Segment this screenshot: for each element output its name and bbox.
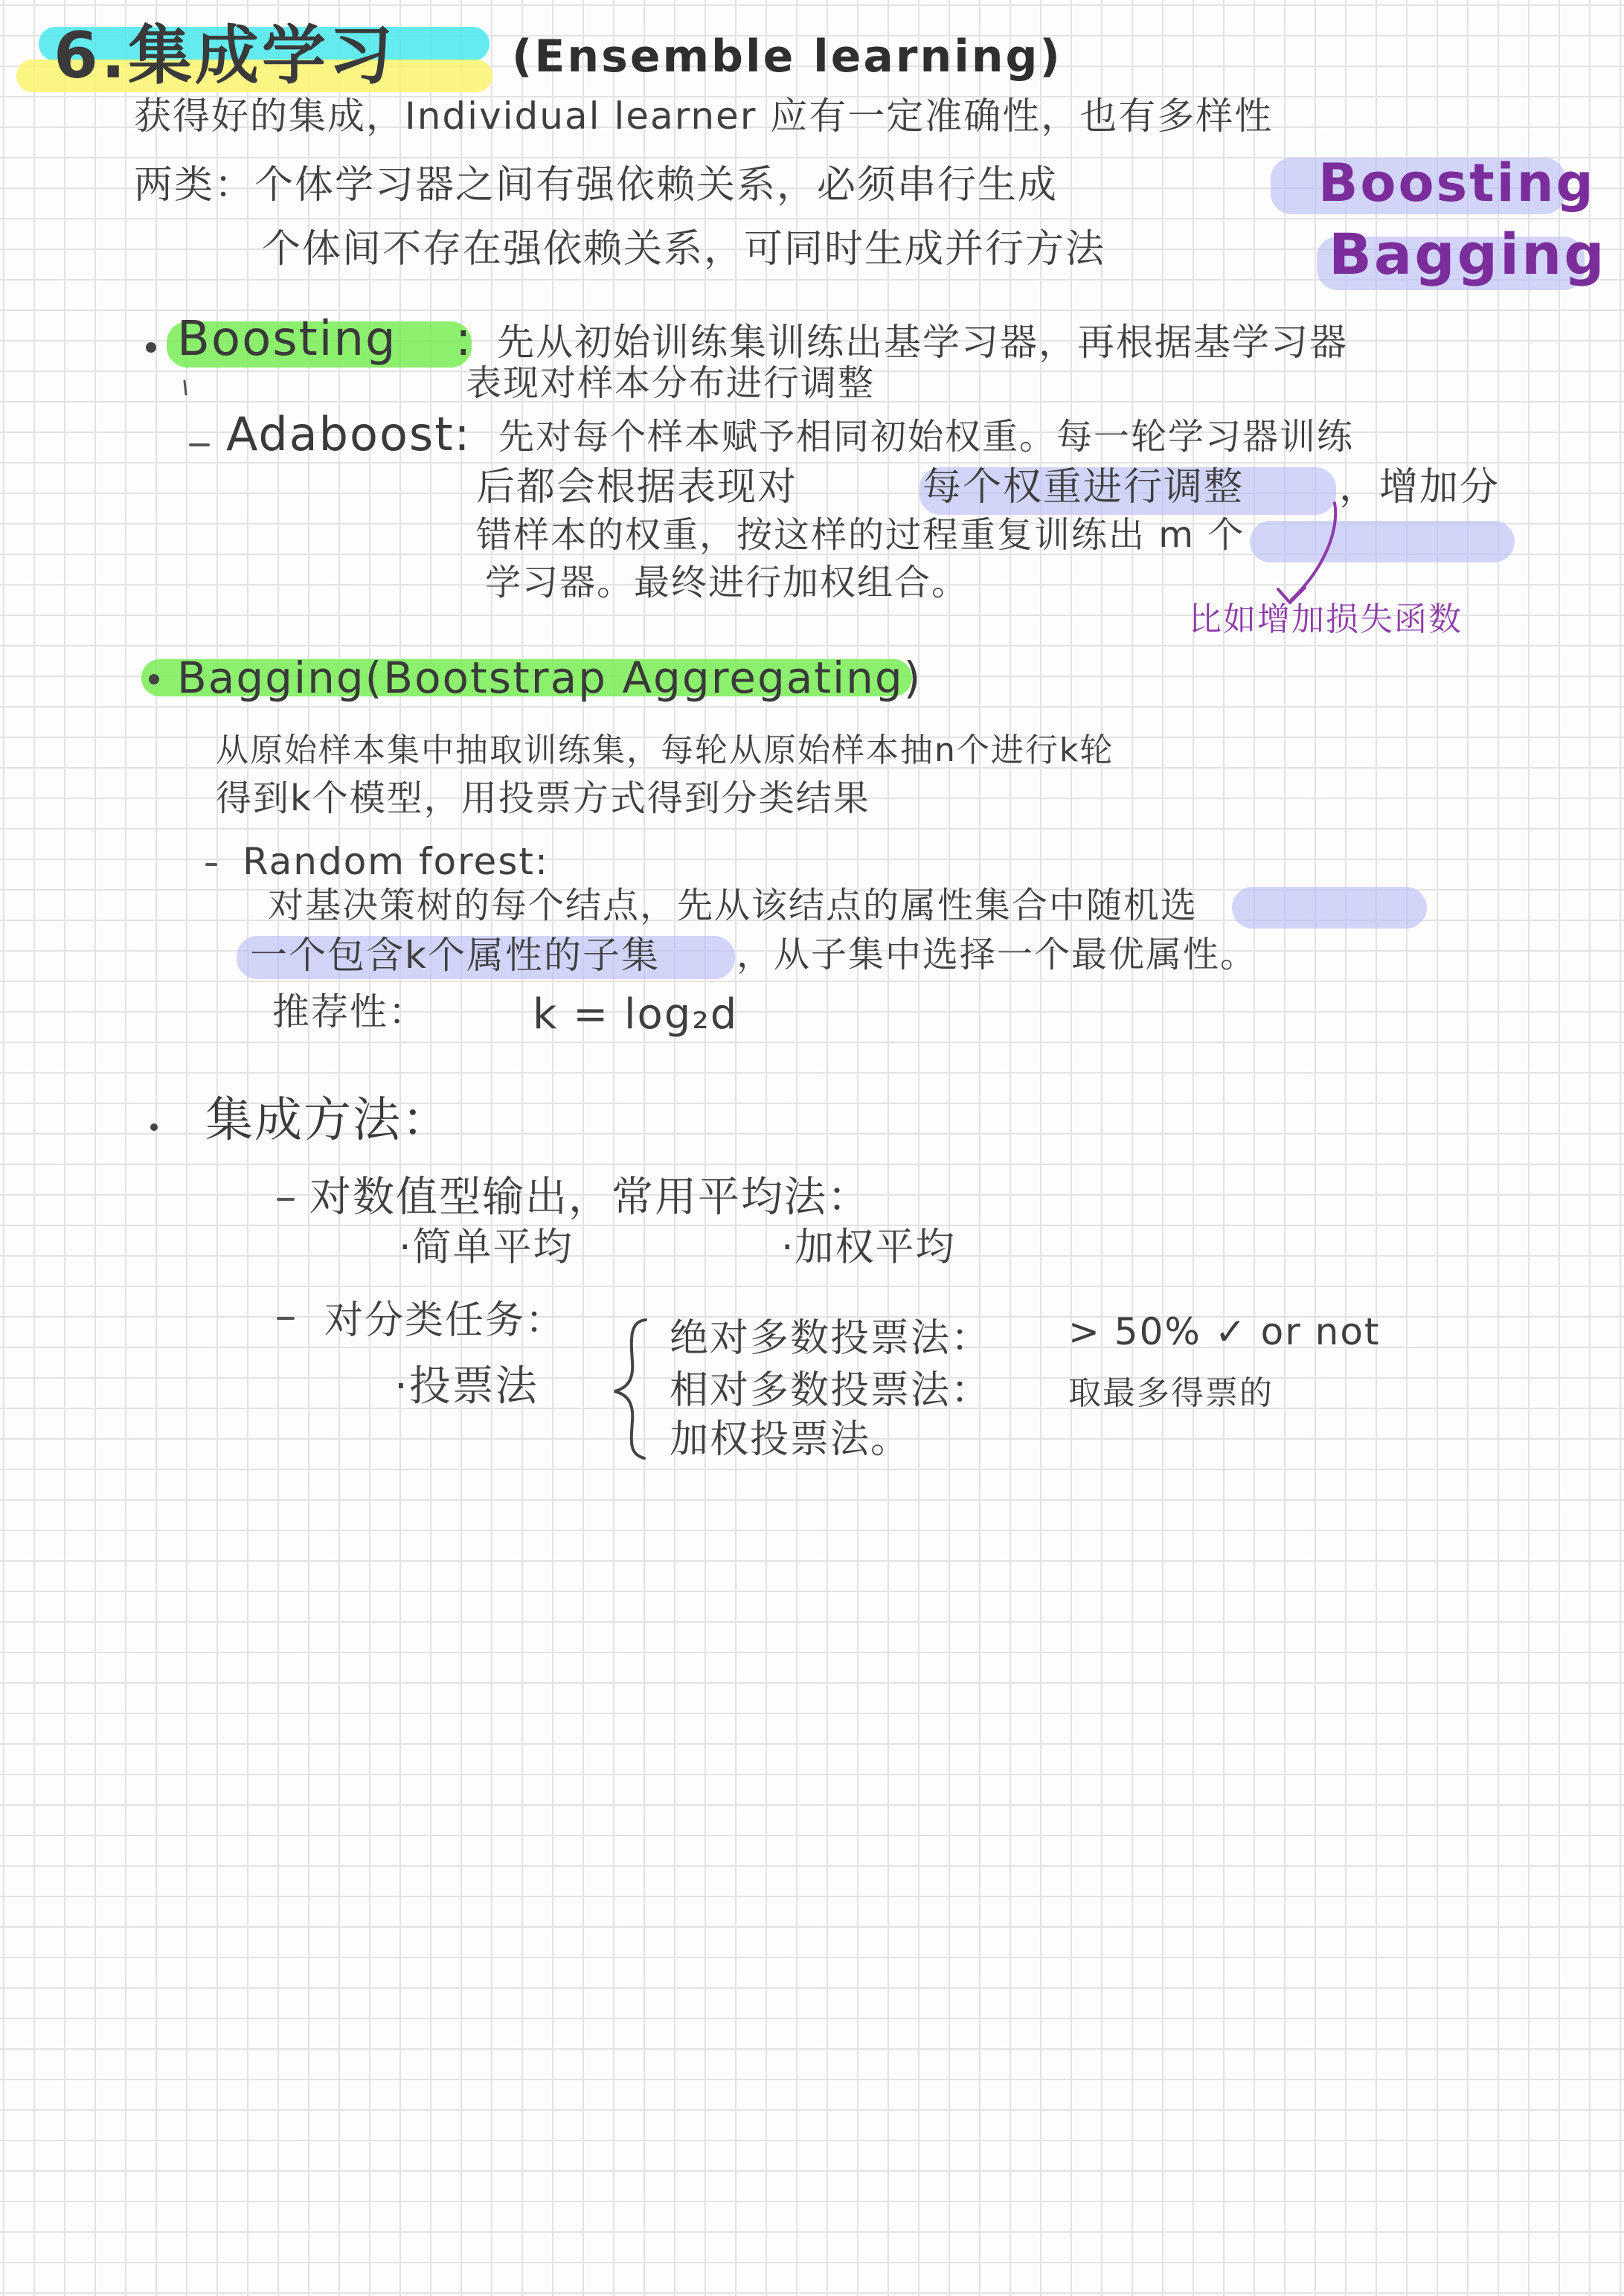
voting-rule-3: 加权投票法。 (670, 1417, 911, 1462)
voting-label: ·投票法 (394, 1362, 539, 1411)
adaboost-annotation: 比如增加损失函数 (1189, 600, 1463, 638)
boosting-tick (184, 381, 186, 394)
numeric-label: 对数值型输出，常用平均法： (309, 1173, 870, 1222)
bagging-heading: Bagging(Bootstrap Aggregating) (177, 652, 922, 703)
adaboost-line-1: 先对每个样本赋予相同初始权重。每一轮学习器训练 (498, 416, 1355, 458)
boosting-heading: Boosting (177, 312, 397, 367)
adaboost-line-4: 学习器。最终进行加权组合。 (485, 562, 969, 603)
intro-line-2: 两类：个体学习器之间有强依赖关系，必须串行生成 (134, 163, 1059, 208)
title-number: 6. (54, 19, 129, 93)
numeric-option-2: ·加权平均 (781, 1225, 956, 1270)
voting-rule-2: 相对多数投票法： (670, 1368, 992, 1413)
adaboost-line-3: 错样本的权重，按这样的过程重复训练出 m 个 (476, 514, 1245, 556)
random-forest-line-1: 对基决策树的每个结点，先从该结点的属性集合中随机选 (268, 885, 1198, 926)
intro-line-1: 获得好的集成，Individual learner 应有一定准确性，也有多样性 (134, 94, 1274, 138)
bagging-line-1: 从原始样本集中抽取训练集，每轮从原始样本抽n个进行k轮 (216, 731, 1114, 769)
adaboost-line-2c: ，增加分 (1339, 465, 1501, 510)
boosting-tag: Boosting (1318, 153, 1596, 214)
voting-rule-1: 绝对多数投票法： (670, 1316, 992, 1361)
boosting-colon: : (455, 312, 473, 367)
adaboost-line-2b: 每个权重进行调整 (922, 465, 1245, 510)
voting-rule-1-note: > 50% ✓ or not (1068, 1310, 1381, 1353)
annotation-arrow (1291, 503, 1335, 600)
random-forest-label: Random forest: (243, 840, 549, 883)
random-forest-line-2b: ，从子集中选择一个最优属性。 (736, 934, 1258, 975)
intro-line-3: 个体间不存在强依赖关系，可同时生成并行方法 (262, 227, 1106, 272)
methods-heading: 集成方法： (205, 1093, 451, 1148)
random-forest-line-2a: 一个包含k个属性的子集 (250, 934, 660, 977)
adaboost-line-2a: 后都会根据表现对 (476, 465, 798, 510)
annotation-arrow-head (1278, 588, 1305, 603)
title-zh: 集成学习 (128, 19, 396, 93)
voting-brace (614, 1320, 646, 1458)
title-en: (Ensemble learning) (512, 31, 1062, 83)
voting-rule-2-note: 取最多得票的 (1068, 1374, 1274, 1412)
random-forest-line-3-label: 推荐性： (272, 990, 427, 1033)
numeric-option-1: ·简单平均 (399, 1225, 574, 1270)
bagging-line-2: 得到k个模型，用投票方式得到分类结果 (216, 777, 870, 819)
bagging-tag: Bagging (1329, 221, 1607, 287)
random-forest-formula: k = log₂d (533, 990, 739, 1039)
adaboost-label: Adaboost: (226, 407, 472, 461)
boosting-line-2: 表现对样本分布进行调整 (466, 362, 876, 404)
classification-label: 对分类任务： (324, 1298, 566, 1343)
boosting-line-1: 先从初始训练集训练出基学习器，再根据基学习器 (497, 321, 1348, 364)
